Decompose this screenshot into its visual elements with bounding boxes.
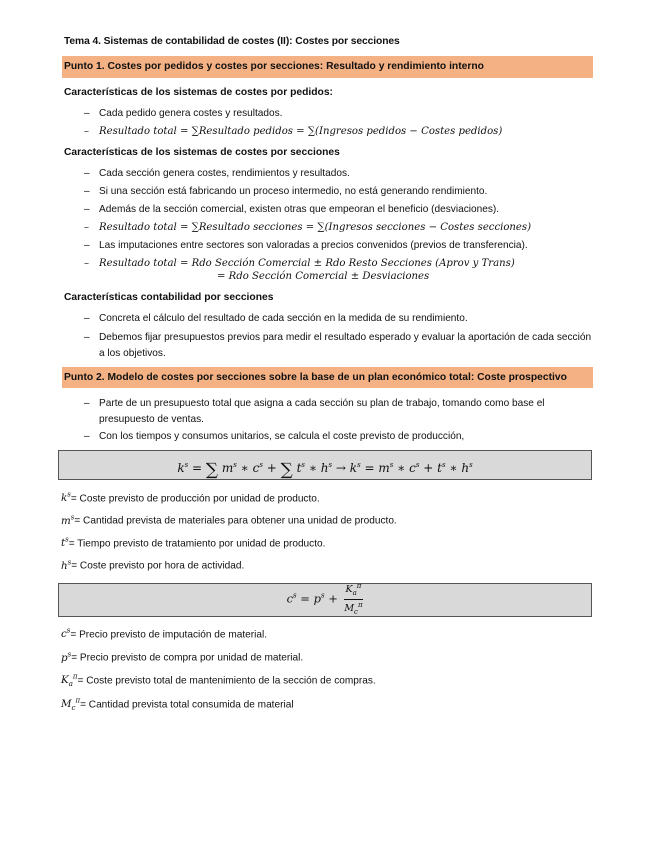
list-secciones xyxy=(64,167,595,283)
heading-pedidos: Características de los sistemas de costes por pedidos: xyxy=(64,87,333,98)
definition-p: $p^s=$ Precio previsto de compra por unidad de material. xyxy=(61,650,304,664)
formula-k: $k^s$ = ∑ $m^s$ ∗ $c^s$ + ∑ $t^s$ ∗ $h^s \to k^s = m^s$ ∗ $c^s + t^s$ ∗ $h^s$ xyxy=(177,460,473,480)
formula-line-2: = Rdo Sección Comercial ± Desviaciones xyxy=(217,271,430,282)
formula-line-1: Resultado total = Rdo Sección Comercial ± Rdo Resto Secciones (Aprov y Trans) xyxy=(99,258,515,269)
definition-M: $M_c^\pi=$ Cantidad prevista total consumida de material xyxy=(61,697,294,713)
list-item: – Además de la sección comercial, existen otras que empeoran el beneficio (desviaciones). xyxy=(86,203,595,216)
section-heading-punto-2: Punto 2. Modelo de costes por secciones sobre la base de un plan económico total: Coste prospectivo xyxy=(62,367,593,388)
heading-contabilidad: Características contabilidad por secciones xyxy=(64,292,274,303)
list-prospectivo xyxy=(64,396,595,443)
list-item: – Si una sección está fabricando un proceso intermedio, no está generando rendimiento. xyxy=(86,185,595,198)
formula-resultado-secciones: – Resultado total = ∑Resultado secciones = ∑(Ingresos secciones − Costes secciones) xyxy=(86,221,595,234)
formula-box-precio-imputacion xyxy=(58,583,592,617)
list-item: – Cada pedido genera costes y resultados. xyxy=(86,107,595,120)
formula-resultado-pedidos: – Resultado total = ∑Resultado pedidos = ∑(Ingresos pedidos − Costes pedidos) xyxy=(86,125,595,138)
definition-h: $h^s=$ Coste previsto por hora de actividad. xyxy=(61,558,245,572)
list-pedidos xyxy=(64,107,595,138)
definition-k: $k^s=$ Coste previsto de producción por unidad de producto. xyxy=(61,491,320,505)
definition-c: $c^s=$ Precio previsto de imputación de material. xyxy=(61,626,268,641)
section-heading-punto-1: Punto 1. Costes por pedidos y costes por secciones: Resultado y rendimiento interno xyxy=(62,56,593,78)
definition-K: $K_a^\pi=$ Coste previsto total de mantenimiento de la sección de compras. xyxy=(61,672,376,688)
list-item: – Concreta el cálculo del resultado de cada sección en la medida de su rendimiento. xyxy=(86,312,595,325)
list-item: – Cada sección genera costes, rendimientos y resultados. xyxy=(86,167,595,180)
list-item: – Con los tiempos y consumos unitarios, se calcula el coste previsto de producción, xyxy=(86,430,595,443)
definition-m: $m^s=$ Cantidad prevista de materiales para obtener una unidad de producto. xyxy=(61,513,397,527)
definition-t: $t^s=$ Tiempo previsto de tratamiento por unidad de producto. xyxy=(61,535,326,550)
heading-secciones: Características de los sistemas de costes por secciones xyxy=(64,147,340,158)
document-title: Tema 4. Sistemas de contabilidad de costes (II): Costes por secciones xyxy=(64,36,400,47)
formula-resultado-total xyxy=(86,257,595,283)
list-contabilidad xyxy=(64,312,595,362)
list-item: – Debemos fijar presupuestos previos para medir el resultado esperado y evaluar la aportación de cada sección a los objetivos. xyxy=(86,330,595,362)
list-item: – Parte de un presupuesto total que asigna a cada sección su plan de trabajo, tomando como base el presupuesto de ventas. xyxy=(86,396,595,428)
formula-box-coste-previsto xyxy=(58,450,592,480)
list-item: – Las imputaciones entre sectores son valoradas a precios convenidos (previos de transferencia). xyxy=(86,239,595,252)
formula-c: $c^s = p^s$ + $\frac{K_a^\pi}{M_c^\pi}$ xyxy=(286,582,363,617)
